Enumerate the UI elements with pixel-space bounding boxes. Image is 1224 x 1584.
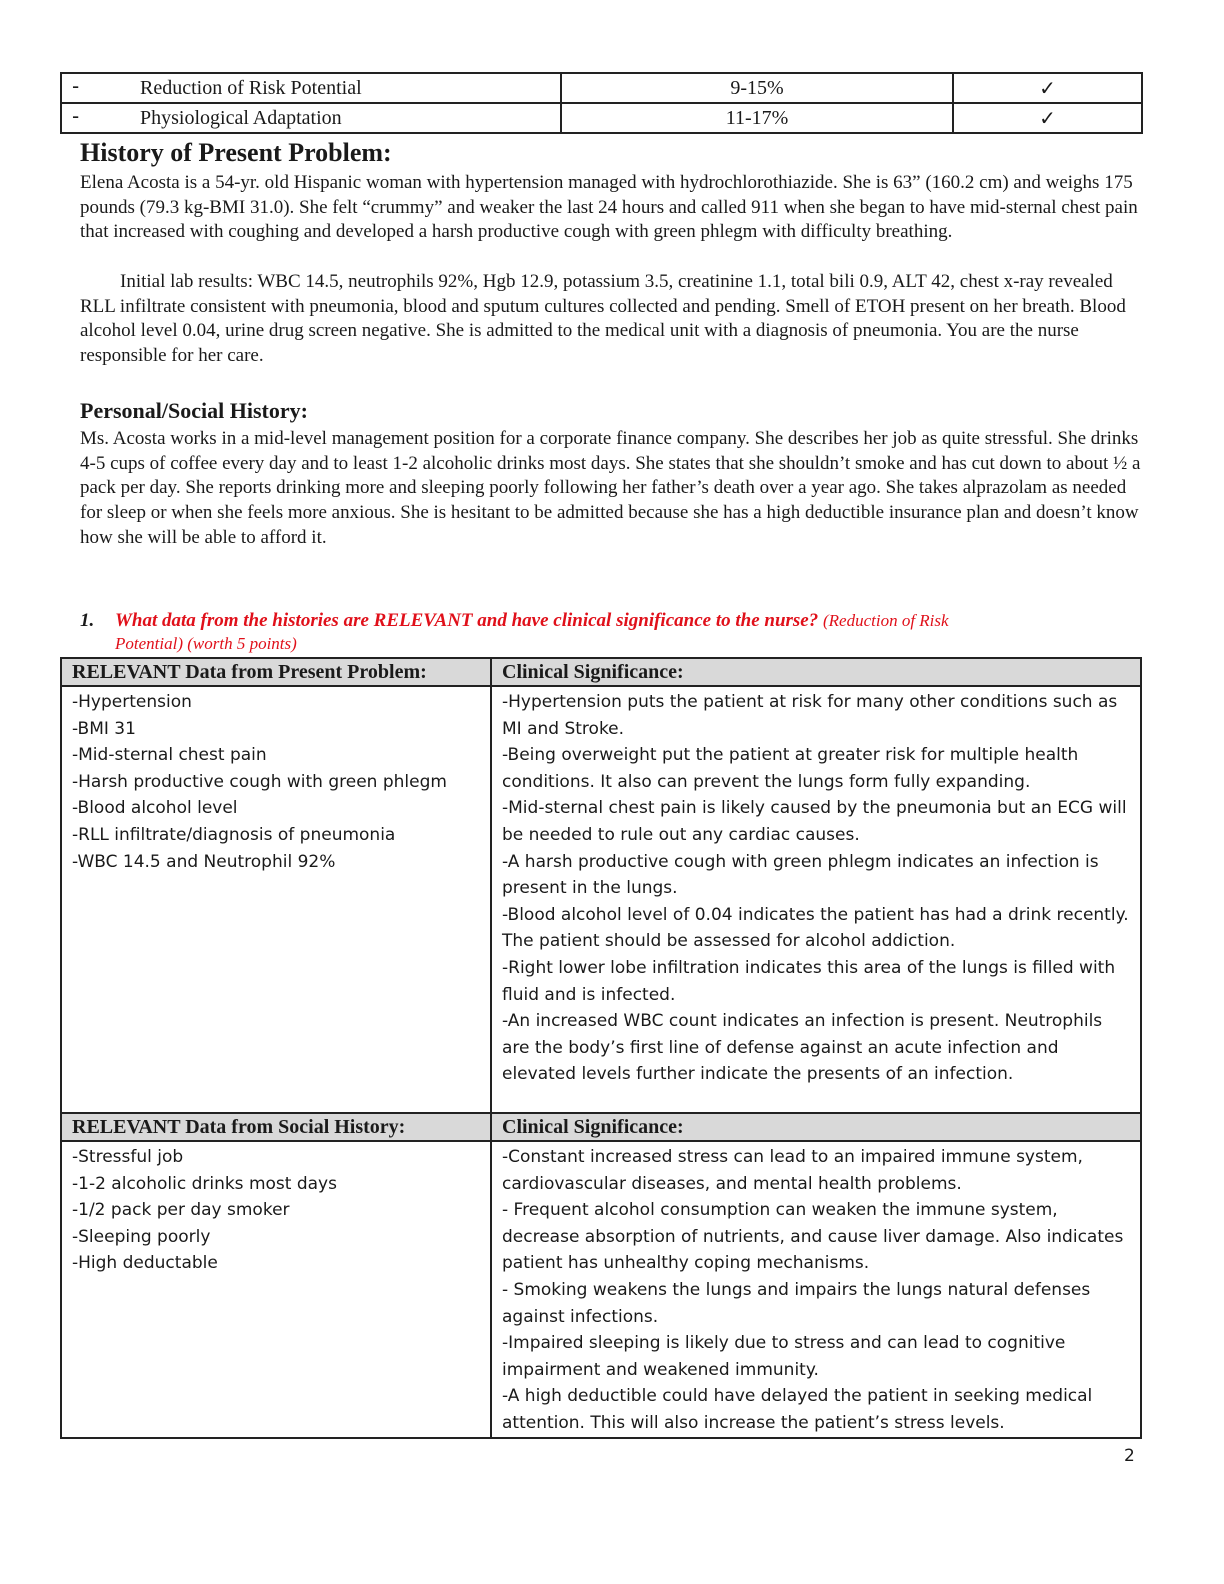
history-paragraph: Elena Acosta is a 54-yr. old Hispanic woman with hypertension managed with hydrochlorothiazide. She is 63” (160.2 cm) and weighs 175 pounds (79.3 kg-BMI 31.0). She felt “crummy” and weaker the last 24 hours and called 911 when she began to have mid-sternal chest pain that increased with coughing and developed a harsh productive cough with green phlegm with difficulty breathing.: [80, 172, 1138, 243]
social-history-title: Personal/Social History:: [80, 398, 308, 423]
category-table: [60, 72, 1143, 134]
checkmark-icon: ✓: [953, 103, 1142, 133]
history-title: History of Present Problem:: [80, 138, 392, 167]
list-item: -1-2 alcoholic drinks most days: [72, 1173, 337, 1194]
list-item: -A high deductible could have delayed the patient in seeking medical attention. This will also increase the patient’s stress levels.: [502, 1386, 1093, 1433]
social-data-header: RELEVANT Data from Social History:: [61, 1113, 491, 1141]
present-data-header: RELEVANT Data from Present Problem:: [61, 658, 491, 686]
category-row: [61, 103, 1142, 133]
page-number: 2: [1124, 1446, 1135, 1466]
question-1: [80, 609, 1140, 655]
list-item: -Impaired sleeping is likely due to stress and can lead to cognitive impairment and weakened immunity.: [502, 1333, 1066, 1380]
list-item: -BMI 31: [72, 718, 136, 739]
list-item: -Harsh productive cough with green phlegm: [72, 771, 447, 792]
list-item: -Blood alcohol level of 0.04 indicates the patient has had a drink recently. The patient should be assessed for alcohol addiction.: [502, 904, 1129, 952]
list-item: -RLL infiltrate/diagnosis of pneumonia: [72, 824, 396, 845]
list-item: -Constant increased stress can lead to an impaired immune system, cardiovascular diseases, and mental health problems.: [502, 1147, 1083, 1194]
present-data-cell: [61, 686, 491, 1114]
social-data-cell: [61, 1141, 491, 1438]
list-item: -Hypertension: [72, 692, 192, 712]
list-item: -Sleeping poorly: [72, 1226, 211, 1247]
question-note: Potential) (worth 5 points): [115, 634, 297, 653]
list-item: -An increased WBC count indicates an infection is present. Neutrophils are the body’s first line of defense against an acute infection and elevated levels further indicate the presents of an infection.: [502, 1011, 1103, 1085]
list-item: -Mid-sternal chest pain is likely caused by the pneumonia but an ECG will be needed to rule out any cardiac causes.: [502, 798, 1127, 845]
list-item: -Right lower lobe infiltration indicates this area of the lungs is filled with fluid and is infected.: [502, 957, 1116, 1005]
list-item: -Hypertension puts the patient at risk for many other conditions such as MI and Stroke.: [502, 692, 1118, 739]
table-header-row: [61, 1113, 1141, 1141]
category-row: [61, 73, 1142, 103]
list-item: -1/2 pack per day smoker: [72, 1200, 290, 1221]
category-range: 11-17%: [561, 103, 953, 133]
list-item: - Frequent alcohol consumption can weaken the immune system, decrease absorption of nutrients, and cause liver damage. Also indicates patient has unhealthy coping mechanisms.: [502, 1200, 1124, 1274]
table-row: [61, 686, 1141, 1114]
checkmark-icon: ✓: [953, 73, 1142, 103]
list-item: -Being overweight put the patient at greater risk for multiple health conditions. It also can prevent the lungs form fully expanding.: [502, 745, 1079, 792]
list-item: -Mid-sternal chest pain: [72, 745, 267, 766]
question-text: What data from the histories are RELEVANT and have clinical significance to the nurse?: [115, 610, 819, 631]
list-item: -Stressful job: [72, 1147, 184, 1167]
question-note: (Reduction of Risk: [822, 611, 949, 630]
list-item: -A harsh productive cough with green phlegm indicates an infection is present in the lungs.: [502, 851, 1099, 899]
table-header-row: [61, 658, 1141, 686]
question-number: 1.: [80, 610, 95, 631]
social-significance-header: Clinical Significance:: [491, 1113, 1141, 1141]
category-dash: -: [72, 74, 80, 98]
social-history-paragraph: Ms. Acosta works in a mid-level management position for a corporate finance company. She describes her job as quite stressful. She drinks 4-5 cups of coffee every day and to least 1-2 alcoholic drinks most days. She states that she shouldn’t smoke and has cut down to about ½ a pack per day. She reports drinking more and sleeping poorly following her father’s death over a year ago. She takes alprazolam as needed for sleep or when she feels more anxious. She is hesitant to be admitted because she has a high deductible insurance plan and doesn’t know how she will be able to afford it.: [80, 428, 1141, 548]
social-history-table: [60, 1112, 1142, 1439]
present-problem-table: [60, 657, 1142, 1115]
category-dash: -: [72, 104, 80, 128]
category-label: Physiological Adaptation: [140, 106, 342, 129]
list-item: -Blood alcohol level: [72, 798, 238, 819]
lab-results-paragraph: Initial lab results: WBC 14.5, neutrophils 92%, Hgb 12.9, potassium 3.5, creatinine 1.1, total bili 0.9, ALT 42, chest x-ray revealed RLL infiltrate consistent with pneumonia, blood and sputum cultures collected and pending. Smell of ETOH present on her breath. Blood alcohol level 0.04, urine drug screen negative. She is admitted to the medical unit with a diagnosis of pneumonia. You are the nurse responsible for her care.: [80, 271, 1126, 367]
list-item: -WBC 14.5 and Neutrophil 92%: [72, 851, 336, 872]
list-item: -High deductable: [72, 1253, 218, 1274]
table-row: [61, 1141, 1141, 1438]
social-significance-cell: [491, 1141, 1141, 1438]
category-range: 9-15%: [561, 73, 953, 103]
category-label: Reduction of Risk Potential: [140, 76, 362, 99]
present-significance-header: Clinical Significance:: [491, 658, 1141, 686]
list-item: - Smoking weakens the lungs and impairs the lungs natural defenses against infections.: [502, 1279, 1091, 1327]
present-significance-cell: [491, 686, 1141, 1114]
